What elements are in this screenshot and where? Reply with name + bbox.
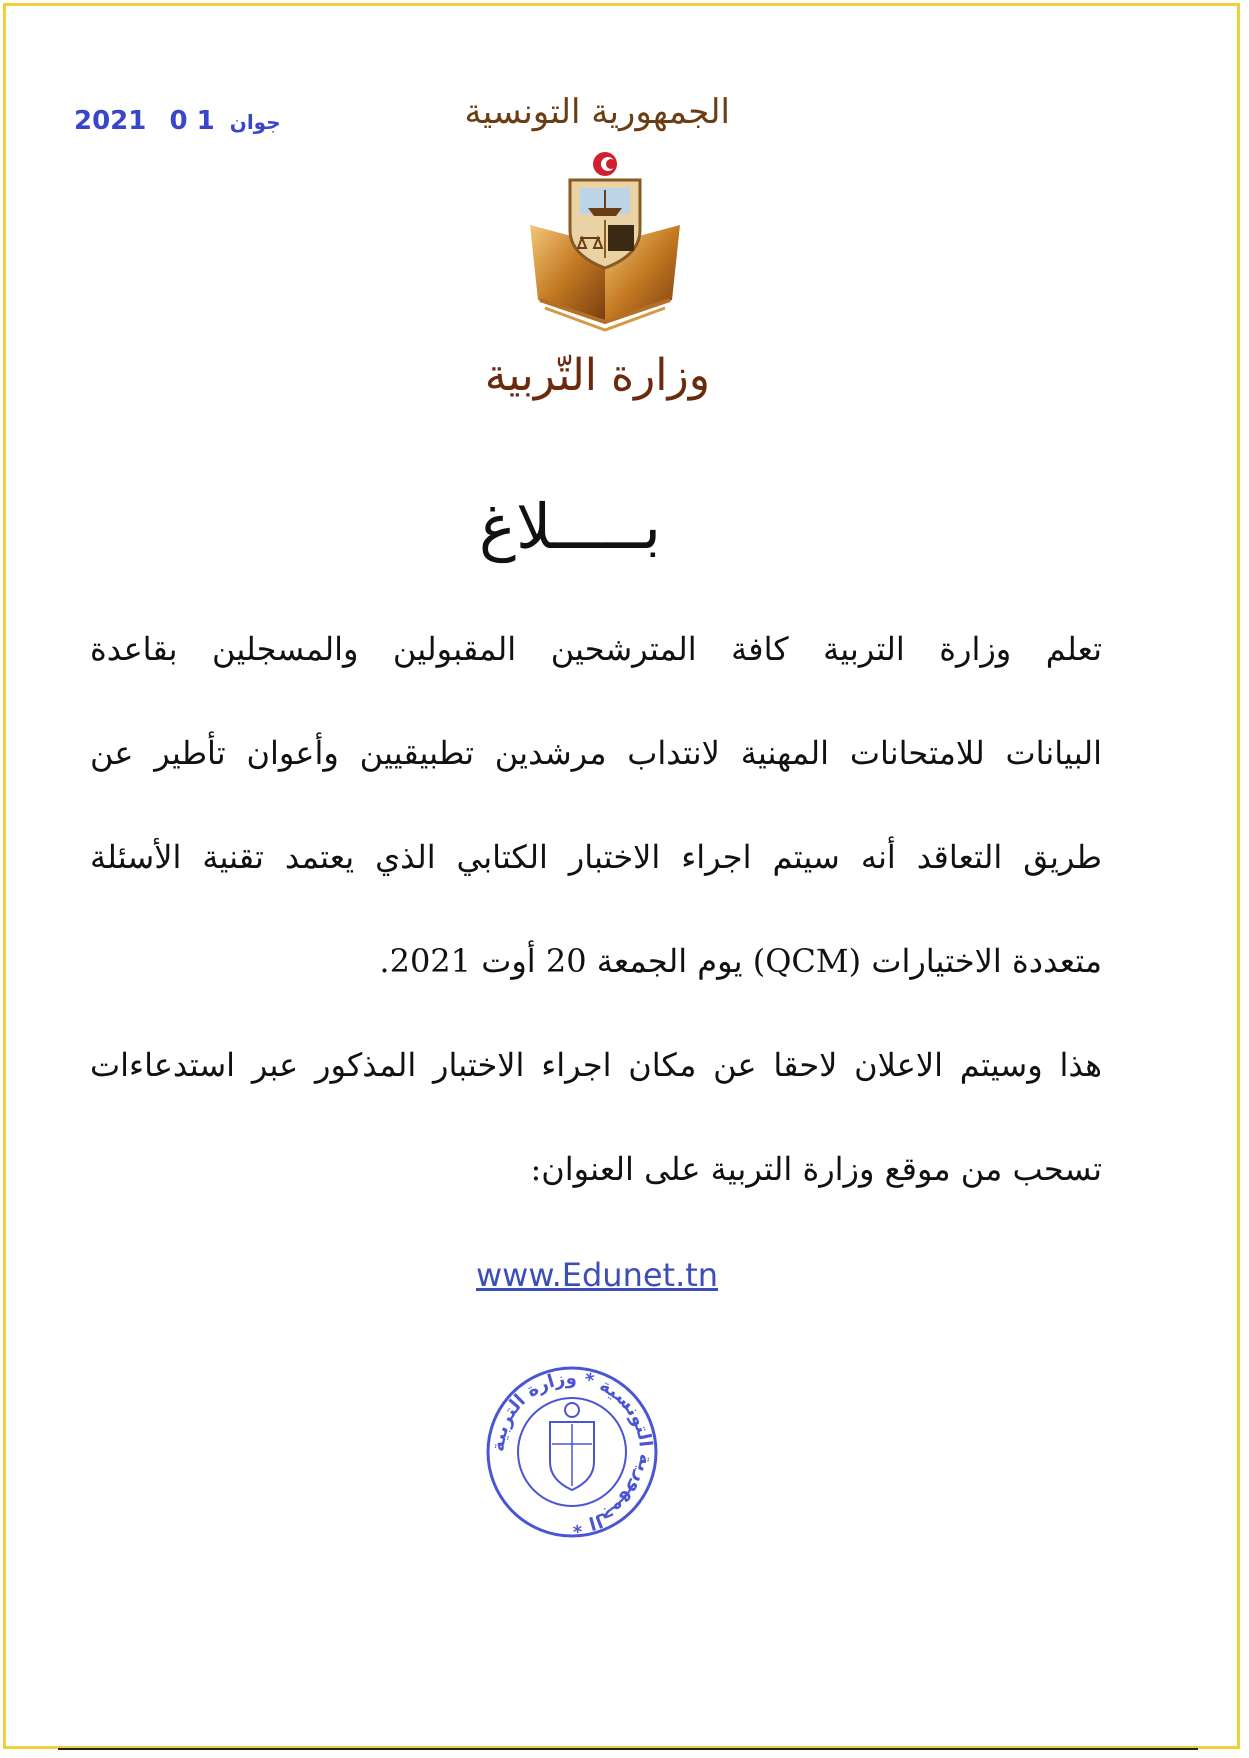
notice-body: [90, 630, 1102, 1210]
date-stamp: [74, 106, 287, 136]
edunet-link[interactable]: www.Edunet.tn: [476, 1256, 719, 1294]
date-day: 1 0: [169, 106, 215, 136]
notice-line-3: طريق التعاقد أنه سيتم اجراء الاختبار الكتابي الذي يعتمد تقنية الأسئلة: [90, 838, 1103, 876]
date-month: جوان: [229, 110, 281, 134]
ministry-emblem-icon: [520, 150, 690, 354]
header-republic: الجمهورية التونسية: [464, 92, 730, 132]
notice-title: بـــــلاغ: [478, 490, 662, 563]
seal-text: الجمهورية التونسية * وزارة التربية *: [487, 1367, 657, 1537]
notice-line-4: متعددة الاختيارات (QCM) يوم الجمعة 20 أوت 2021.: [379, 942, 1102, 980]
bottom-rule: [58, 1748, 1198, 1750]
notice-line-6: تسحب من موقع وزارة التربية على العنوان:: [530, 1150, 1102, 1188]
notice-line-1: تعلم وزارة التربية كافة المترشحين المقبولين والمسجلين بقاعدة: [90, 630, 1102, 668]
notice-line-5: هذا وسيتم الاعلان لاحقا عن مكان اجراء الاختبار المذكور عبر استدعاءات: [90, 1046, 1102, 1084]
notice-line-2: البيانات للامتحانات المهنية لانتداب مرشدين تطبيقيين وأعوان تأطير عن: [90, 734, 1102, 772]
date-year: 2021: [74, 106, 147, 136]
ministry-logo-title: وزارة التّربية: [484, 350, 710, 401]
official-seal: [482, 1362, 662, 1546]
